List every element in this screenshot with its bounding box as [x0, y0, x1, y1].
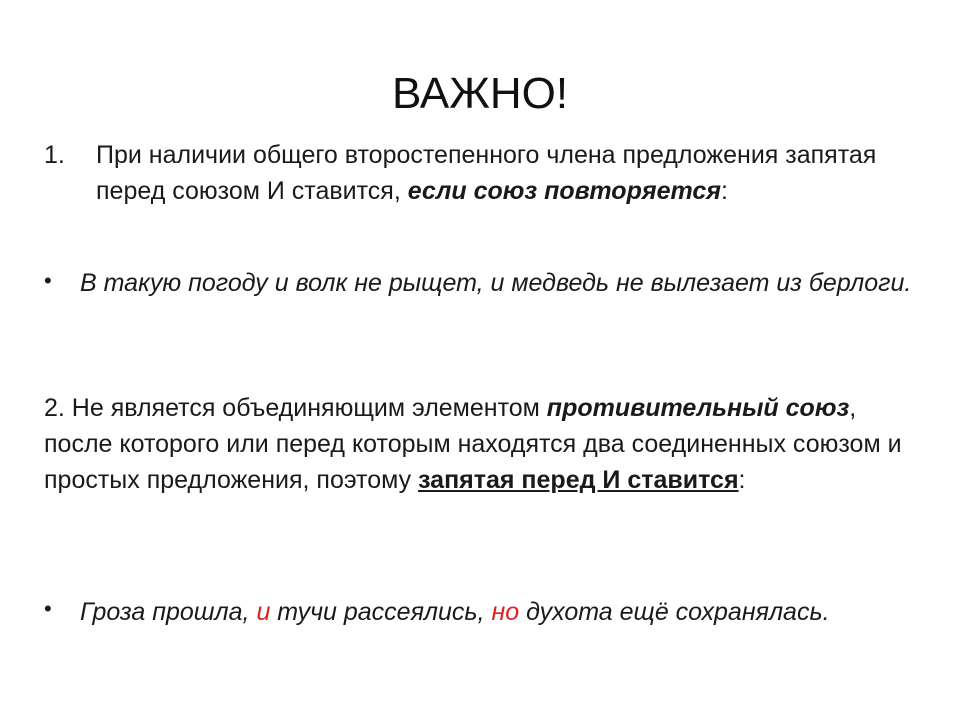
- slide-title: ВАЖНО!: [391, 69, 569, 118]
- rule-1-emphasis: если союз повторяется: [407, 177, 721, 205]
- bullet-icon: •: [44, 596, 52, 621]
- rule-1-text-end: :: [721, 177, 728, 205]
- list-number-1: 1.: [44, 141, 65, 169]
- example-2-part-3: духота ещё сохранялась.: [519, 598, 830, 626]
- rule-2-emphasis: противительный союз: [546, 394, 850, 422]
- rule-1-text-start: При наличии общего второстепенного члена предложения запятая перед союзом И ставится,: [96, 141, 877, 205]
- example-2-text: [80, 594, 925, 630]
- rule-2-underlined: запятая перед И ставится: [418, 466, 739, 494]
- rule-2-text-end: :: [738, 466, 746, 494]
- rule-2-text-mid: , после которого или перед которым находятся два соединенных союзом и простых предложения, поэтому: [44, 394, 902, 494]
- example-1-text: В такую погоду и волк не рыщет, и медведь не вылезает из берлоги.: [80, 269, 912, 297]
- rule-1-text: [96, 137, 916, 209]
- example-2-part-2: тучи рассеялись,: [270, 598, 492, 626]
- bullet-icon: •: [44, 268, 52, 293]
- example-2-red-conjunction-2: но: [491, 598, 520, 626]
- rule-2-text-start: 2. Не является объединяющим элементом: [44, 394, 547, 422]
- example-2-red-conjunction-1: и: [256, 598, 271, 626]
- rule-2-text: [44, 390, 924, 498]
- example-2-part-1: Гроза прошла,: [80, 598, 257, 626]
